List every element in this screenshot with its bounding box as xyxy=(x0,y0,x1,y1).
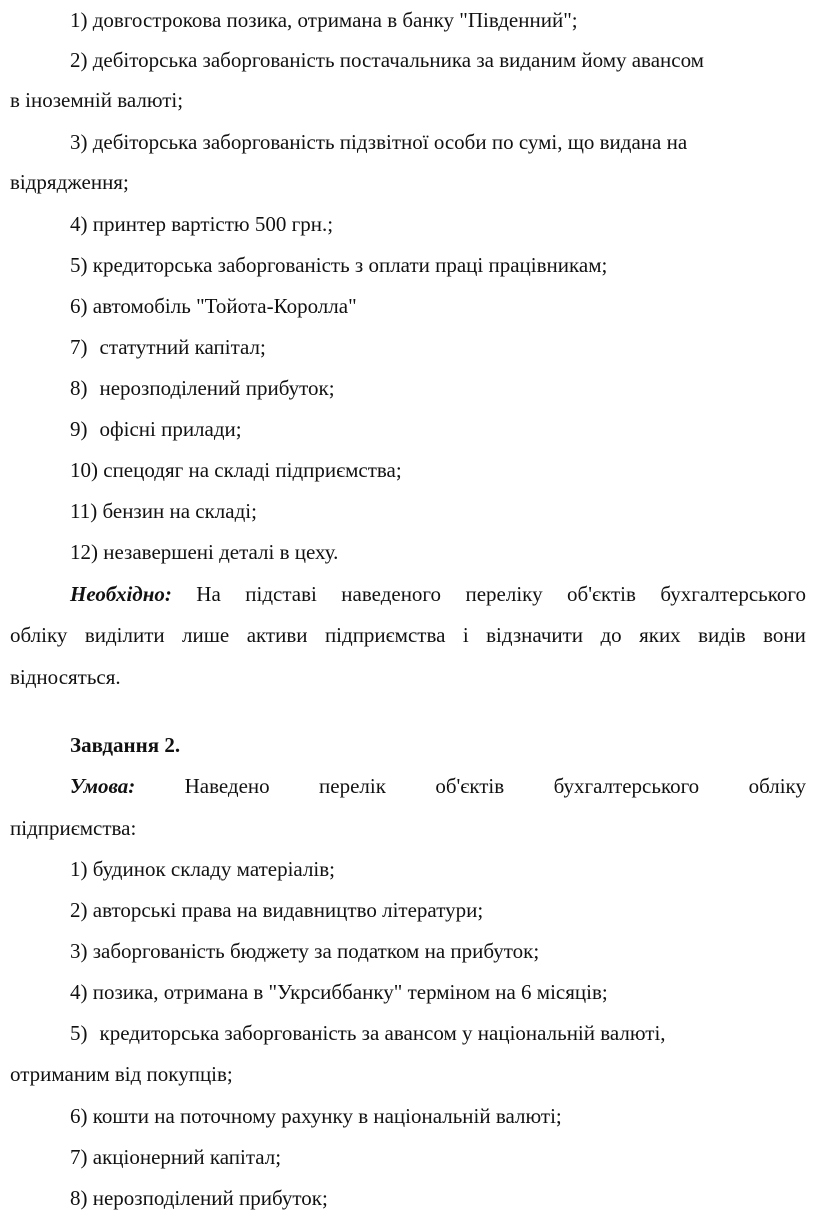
list2-item-5-num: 5) xyxy=(70,1021,88,1045)
list2-item-5-cont: отриманим від покупців; xyxy=(10,1062,233,1086)
list1-item-12: 12) незавершені деталі в цеху. xyxy=(70,540,339,564)
list2-item-5 xyxy=(0,1019,816,1047)
word: активи xyxy=(246,623,308,647)
word: лише xyxy=(182,623,230,647)
word: обліку xyxy=(748,774,806,798)
list1-item-7-num: 7) xyxy=(70,335,88,359)
list2-item-8: 8) нерозподілений прибуток; xyxy=(70,1186,328,1210)
list1-item-8-text: нерозподілений прибуток; xyxy=(99,376,335,400)
list2-item-5-text: кредиторська заборгованість за авансом у національній валюті, xyxy=(99,1021,666,1045)
word: переліку xyxy=(465,582,543,606)
word: підставі xyxy=(245,582,317,606)
list2-item-2: 2) авторські права на видавництво літератури; xyxy=(70,898,484,922)
list1-item-7 xyxy=(0,333,816,361)
word: об'єктів xyxy=(435,774,505,798)
list1-item-5: 5) кредиторська заборгованість з оплати праці працівникам; xyxy=(70,253,608,277)
word: і xyxy=(462,623,469,647)
list1-item-4: 4) принтер вартістю 500 грн.; xyxy=(70,212,334,236)
word: вони xyxy=(763,623,806,647)
task2-heading: Завдання 2. xyxy=(70,733,181,757)
list1-item-1: 1) довгострокова позика, отримана в банку "Південний"; xyxy=(70,8,578,32)
word: обліку xyxy=(10,623,68,647)
requirement-line-1 xyxy=(0,580,816,608)
list2-item-4: 4) позика, отримана в "Укрсиббанку" терміном на 6 місяців; xyxy=(70,980,608,1004)
list1-item-2: 2) дебіторська заборгованість постачальника за виданим йому авансом xyxy=(70,48,704,72)
word: перелік xyxy=(319,774,386,798)
word: об'єктів xyxy=(567,582,636,606)
word: Наведено xyxy=(184,774,270,798)
word: відзначити xyxy=(486,623,584,647)
task2-condition-line-1 xyxy=(0,772,816,800)
list2-item-7: 7) акціонерний капітал; xyxy=(70,1145,282,1169)
condition-label: Умова: xyxy=(70,774,136,798)
word: бухгалтерського xyxy=(660,582,806,606)
list1-item-3: 3) дебіторська заборгованість підзвітної особи по сумі, що видана на xyxy=(70,130,688,154)
list1-item-3-cont: відрядження; xyxy=(10,170,129,194)
list1-item-9-text: офісні прилади; xyxy=(99,417,242,441)
requirement-line-2 xyxy=(0,621,816,649)
list1-item-9 xyxy=(0,415,816,443)
requirement-line-3: відносяться. xyxy=(10,665,121,689)
list2-item-3: 3) заборгованість бюджету за податком на прибуток; xyxy=(70,939,540,963)
word: видів xyxy=(698,623,746,647)
requirement-label: Необхідно: xyxy=(70,582,172,606)
list2-item-1: 1) будинок складу матеріалів; xyxy=(70,857,336,881)
word: На xyxy=(196,582,221,606)
list1-item-9-num: 9) xyxy=(70,417,88,441)
word: бухгалтерського xyxy=(553,774,700,798)
list1-item-11: 11) бензин на складі; xyxy=(70,499,257,523)
list2-item-6: 6) кошти на поточному рахунку в національній валюті; xyxy=(70,1104,562,1128)
word: наведеного xyxy=(341,582,442,606)
list1-item-8 xyxy=(0,374,816,402)
word: яких xyxy=(639,623,681,647)
word: до xyxy=(600,623,622,647)
list1-item-7-text: статутний капітал; xyxy=(99,335,266,359)
task2-condition-line-2: підприємства: xyxy=(10,816,137,840)
list1-item-2-cont: в іноземній валюті; xyxy=(10,88,184,112)
list1-item-8-num: 8) xyxy=(70,376,88,400)
list1-item-10: 10) спецодяг на складі підприємства; xyxy=(70,458,402,482)
word: підприємства xyxy=(324,623,446,647)
word: виділити xyxy=(84,623,165,647)
list1-item-6: 6) автомобіль "Тойота-Королла" xyxy=(70,294,357,318)
